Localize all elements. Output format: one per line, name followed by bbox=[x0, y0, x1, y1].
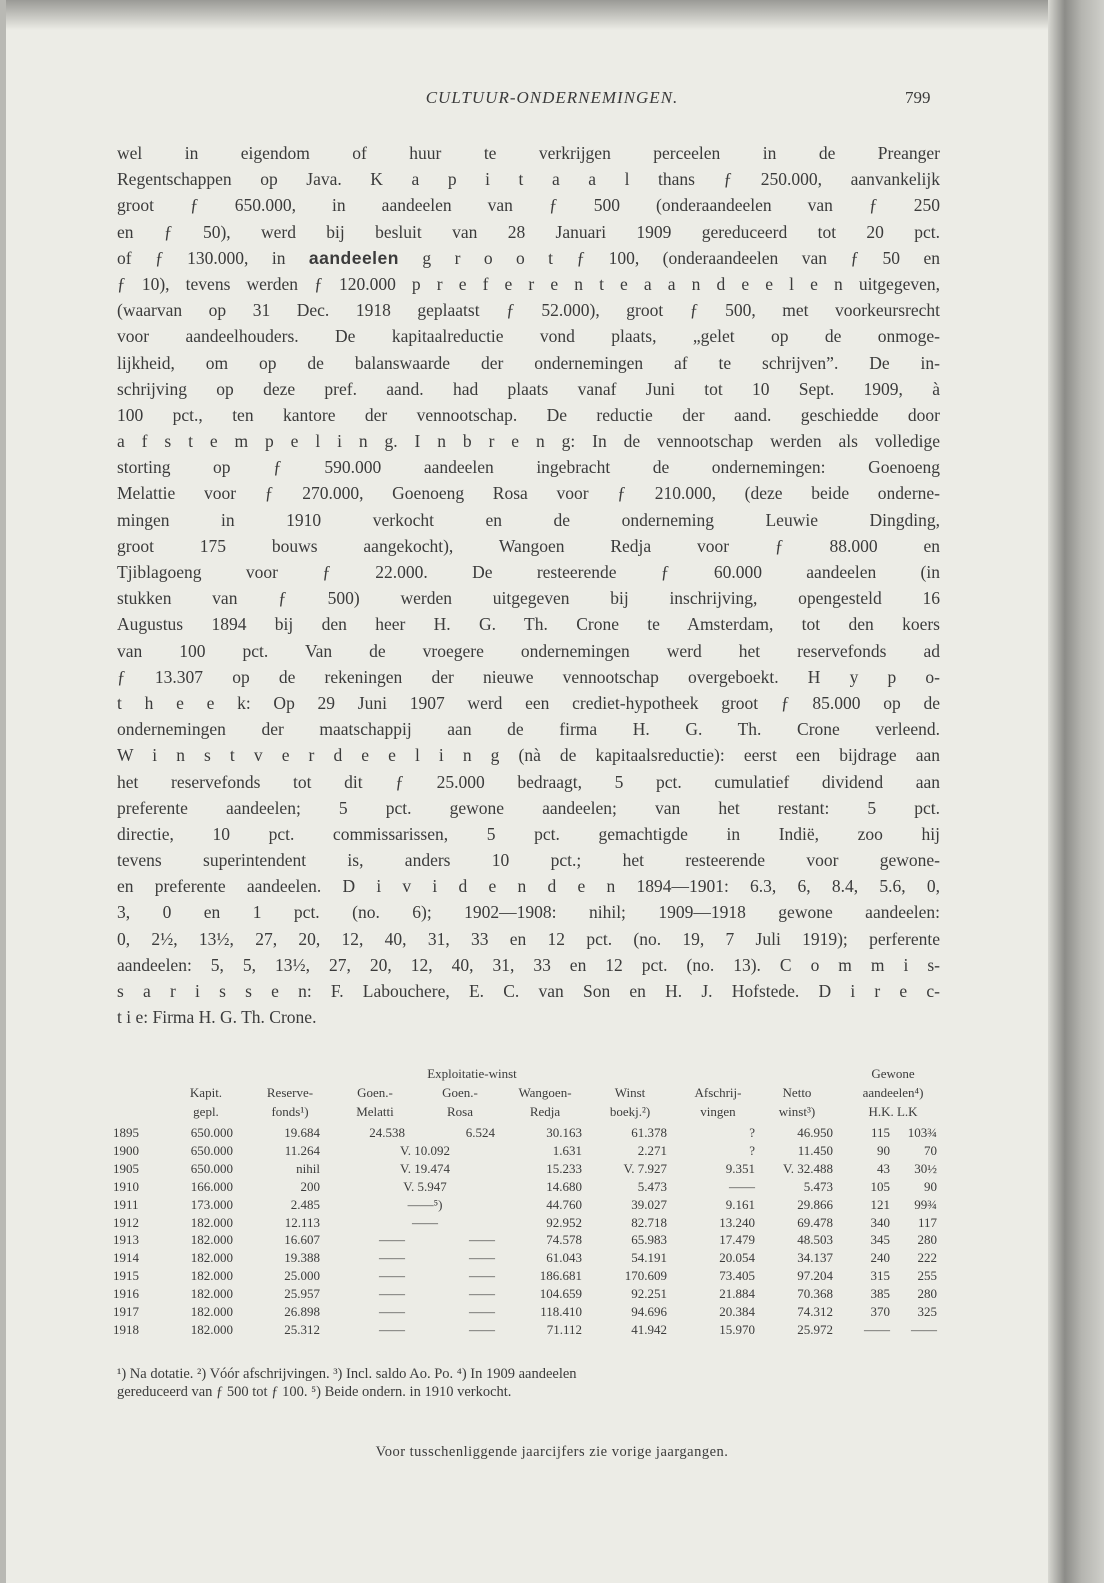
scan-edge-top bbox=[0, 0, 1104, 30]
table-header-gewone: Gewone bbox=[871, 1066, 915, 1081]
body-text bbox=[117, 140, 940, 1030]
table-header: Winst bbox=[614, 1085, 646, 1100]
text-line: storting op ƒ 590.000 aandeelen ingebracht de ondernemingen: Goenoeng bbox=[117, 457, 940, 478]
table-cell-kapit: 182.000 bbox=[190, 1250, 233, 1266]
table-cell-winst: 41.942 bbox=[631, 1321, 667, 1337]
text-line: 3, 0 en 1 pct. (no. 6); 1902—1908: nihil; 1909—1918 gewone aandeelen: bbox=[117, 902, 940, 923]
table-cell-afschr: 15.970 bbox=[719, 1321, 755, 1337]
table-cell-year: 1915 bbox=[113, 1268, 139, 1284]
table-cell-afschr: 17.479 bbox=[719, 1232, 755, 1248]
text-line: lijkheid, om op de balanswaarde der ondernemingen af te schrijven”. De in- bbox=[117, 352, 940, 373]
table-cell-afschr: 20.384 bbox=[719, 1304, 755, 1319]
table-cell-redja: 1.631 bbox=[552, 1142, 582, 1158]
table-cell-redja: 71.112 bbox=[546, 1321, 582, 1337]
table-cell-kapit: 182.000 bbox=[190, 1214, 233, 1230]
table-cell-merged-goenoeng: —— bbox=[412, 1214, 438, 1230]
page-number: 799 bbox=[905, 88, 931, 107]
table-cell-year: 1895 bbox=[113, 1125, 139, 1140]
table-cell-netto: 11.450 bbox=[797, 1142, 833, 1158]
table-cell-netto: 74.312 bbox=[797, 1304, 833, 1319]
table-header: Wangoen- bbox=[518, 1085, 572, 1100]
text-line: preferente aandeelen; 5 pct. gewone aandeelen; van het restant: 5 pct. bbox=[117, 797, 940, 818]
text-line: Melattie voor ƒ 270.000, Goenoeng Rosa voor ƒ 210.000, (deze beide onderne- bbox=[117, 483, 940, 504]
table-cell-netto: 48.503 bbox=[797, 1232, 833, 1248]
table-cell-year: 1911 bbox=[113, 1196, 139, 1212]
table-cell-hk: 121 bbox=[870, 1196, 890, 1212]
table-group-header: Exploitatie-winst bbox=[427, 1066, 517, 1081]
table-cell-kapit: 182.000 bbox=[190, 1232, 233, 1248]
table-cell-winst: 92.251 bbox=[631, 1286, 667, 1302]
table-cell-lk: 325 bbox=[917, 1304, 937, 1319]
text-line: van 100 pct. Van de vroegere ondernemingen werd het reservefonds ad bbox=[117, 640, 940, 661]
table-cell-reserve: 19.388 bbox=[284, 1250, 320, 1266]
table-header: Netto bbox=[782, 1085, 812, 1100]
table-header: Goen.- bbox=[357, 1085, 393, 1100]
footnote-line-2: gereduceerd van ƒ 500 tot ƒ 100. ⁵) Beide ondern. in 1910 verkocht. bbox=[117, 1384, 512, 1400]
table-cell-rosa: —— bbox=[469, 1286, 495, 1302]
table-cell-year: 1913 bbox=[113, 1232, 139, 1248]
table-cell-hk: 240 bbox=[870, 1250, 890, 1266]
text-line: het reservefonds tot dit ƒ 25.000 bedraagt, 5 pct. cumulatief dividend aan bbox=[117, 771, 940, 792]
text-line: wel in eigendom of huur te verkrijgen perceelen in de Preanger bbox=[117, 143, 940, 163]
table-cell-year: 1912 bbox=[113, 1214, 139, 1230]
table-cell-redja: 44.760 bbox=[546, 1196, 582, 1212]
table-cell-netto: V. 32.488 bbox=[783, 1160, 833, 1176]
text-line: ƒ 13.307 op de rekeningen der nieuwe vennootschap overgeboekt. H y p o- bbox=[117, 666, 940, 687]
table-header: fonds¹) bbox=[271, 1104, 309, 1119]
text-line: a f s t e m p e l i n g. I n b r e n g: In de vennootschap werden als volledige bbox=[117, 431, 940, 452]
table-cell-year: 1917 bbox=[113, 1304, 139, 1319]
text-line: 0, 2½, 13½, 27, 20, 12, 40, 31, 33 en 12 pct. (no. 19, 7 Juli 1919); perferente bbox=[117, 928, 940, 949]
table-cell-hk: 43 bbox=[877, 1160, 890, 1176]
closing-note: Voor tusschenliggende jaarcijfers zie vorige jaargangen. bbox=[375, 1444, 729, 1460]
table-cell-lk: 280 bbox=[917, 1286, 937, 1302]
text-line: schrijving op deze pref. aand. had plaats vanaf Juni tot 10 Sept. 1909, à bbox=[117, 378, 940, 399]
table-cell-redja: 74.578 bbox=[546, 1232, 582, 1248]
table-cell-afschr: 73.405 bbox=[719, 1268, 755, 1284]
table-cell-winst: 170.609 bbox=[624, 1268, 667, 1284]
table-cell-winst: 5.473 bbox=[637, 1178, 667, 1194]
text-line: en preferente aandeelen. D i v i d e n d e n 1894—1901: 6.3, 6, 8.4, 5.6, 0, bbox=[117, 876, 940, 897]
table-cell-reserve: nihil bbox=[296, 1160, 320, 1176]
table-header: Melatti bbox=[356, 1104, 394, 1119]
table-cell-hk: 90 bbox=[877, 1142, 890, 1158]
table-header: Afschrij- bbox=[694, 1085, 742, 1100]
table-cell-hk: 340 bbox=[870, 1214, 890, 1230]
table-cell-hk: 370 bbox=[870, 1304, 890, 1319]
table-cell-redja: 61.043 bbox=[546, 1250, 582, 1266]
table-cell-afschr: 9.351 bbox=[725, 1160, 755, 1176]
table-cell-rosa: —— bbox=[469, 1250, 495, 1266]
table-cell-year: 1914 bbox=[113, 1250, 139, 1266]
text-line: ƒ 10), tevens werden ƒ 120.000 p r e f e r e n t e a a n d e e l e n uitgegeven, bbox=[117, 273, 940, 294]
table-cell-reserve: 12.113 bbox=[284, 1214, 320, 1230]
table-cell-netto: 34.137 bbox=[797, 1250, 833, 1266]
table-cell-afschr: —— bbox=[729, 1178, 755, 1194]
table-cell-reserve: 26.898 bbox=[284, 1304, 320, 1319]
text-line: Augustus 1894 bij den heer H. G. Th. Crone te Amsterdam, tot den koers bbox=[117, 614, 940, 635]
table-header: boekj.²) bbox=[609, 1104, 651, 1119]
table-cell-reserve: 19.684 bbox=[284, 1125, 320, 1140]
table-header: aandeelen⁴) bbox=[862, 1085, 924, 1100]
text-line: s a r i s s e n: F. Labouchere, E. C. van Son en H. J. Hofstede. D i r e c- bbox=[117, 981, 940, 1001]
text-line: voor aandeelhouders. De kapitaalreductie vond plaats, „gelet op de onmoge- bbox=[117, 326, 940, 347]
table-cell-afschr: ? bbox=[749, 1142, 755, 1158]
text-line: 100 pct., ten kantore der vennootschap. De reductie der aand. geschiedde door bbox=[117, 404, 940, 425]
table-cell-winst: V. 7.927 bbox=[623, 1160, 667, 1176]
table-cell-redja: 30.163 bbox=[546, 1125, 582, 1140]
table-cell-melatti: —— bbox=[379, 1304, 405, 1319]
text-line: Regentschappen op Java. K a p i t a a l thans ƒ 250.000, aanvankelijk bbox=[117, 169, 940, 190]
table-cell-winst: 39.027 bbox=[631, 1196, 667, 1212]
table-cell-winst: 65.983 bbox=[631, 1232, 667, 1248]
table-header: Kapit. bbox=[189, 1085, 223, 1100]
table-cell-lk: 255 bbox=[917, 1268, 937, 1284]
table-cell-afschr: 20.054 bbox=[719, 1250, 755, 1266]
table-cell-netto: 25.972 bbox=[797, 1321, 833, 1337]
footnote-line-1: ¹) Na dotatie. ²) Vóór afschrijvingen. ³) Incl. saldo Ao. Po. ⁴) In 1909 aandeelen bbox=[117, 1366, 577, 1382]
table-cell-melatti: —— bbox=[379, 1286, 405, 1302]
table-cell-melatti: —— bbox=[379, 1268, 405, 1284]
table-cell-year: 1916 bbox=[113, 1286, 139, 1302]
scan-edge-left bbox=[0, 0, 6, 1583]
table-cell-netto: 69.478 bbox=[797, 1214, 833, 1230]
table-cell-winst: 54.191 bbox=[631, 1250, 667, 1266]
table-cell-redja: 14.680 bbox=[546, 1178, 582, 1194]
text-segment: of ƒ 130.000, in bbox=[117, 247, 309, 268]
table-cell-reserve: 25.312 bbox=[284, 1321, 320, 1337]
table-cell-reserve: 25.957 bbox=[284, 1286, 320, 1302]
table-cell-rosa: —— bbox=[469, 1232, 495, 1248]
text-line: en ƒ 50), werd bij besluit van 28 Januari 1909 gereduceerd tot 20 pct. bbox=[117, 221, 940, 242]
table-cell-winst: 61.378 bbox=[631, 1125, 667, 1140]
table-cell-year: 1918 bbox=[113, 1321, 139, 1337]
table-cell-winst: 2.271 bbox=[637, 1142, 667, 1158]
table-cell-redja: 92.952 bbox=[546, 1214, 582, 1230]
table-cell-hk: 345 bbox=[870, 1232, 890, 1248]
table-cell-merged-goenoeng: V. 5.947 bbox=[403, 1178, 447, 1194]
table-cell-netto: 5.473 bbox=[803, 1178, 833, 1194]
text-segment: g r o o t ƒ 100, (onderaandeelen van ƒ 50 en bbox=[398, 247, 940, 268]
table-cell-lk: 99¾ bbox=[914, 1196, 937, 1212]
table-cell-melatti: —— bbox=[379, 1232, 405, 1248]
table-cell-melatti: 24.538 bbox=[369, 1125, 405, 1140]
table-cell-lk: 30½ bbox=[914, 1160, 937, 1176]
table-cell-netto: 70.368 bbox=[797, 1286, 833, 1302]
table-cell-winst: 82.718 bbox=[631, 1214, 667, 1230]
table-cell-kapit: 650.000 bbox=[190, 1160, 233, 1176]
table-cell-afschr: 9.161 bbox=[725, 1196, 755, 1212]
text-line: directie, 10 pct. commissarissen, 5 pct. gemachtigde in Indië, zoo hij bbox=[117, 823, 940, 844]
table-cell-hk: 385 bbox=[870, 1286, 890, 1302]
table-cell-netto: 46.950 bbox=[797, 1125, 833, 1140]
text-line: t i e: Firma H. G. Th. Crone. bbox=[117, 1007, 317, 1028]
table-cell-kapit: 182.000 bbox=[190, 1286, 233, 1302]
table-cell-hk: 105 bbox=[870, 1178, 890, 1194]
table-cell-kapit: 182.000 bbox=[190, 1304, 233, 1319]
table-cell-merged-goenoeng: V. 19.474 bbox=[400, 1160, 450, 1176]
table-cell-afschr: ? bbox=[749, 1125, 755, 1140]
text-line: stukken van ƒ 500) werden uitgegeven bij inschrijving, opengesteld 16 bbox=[117, 588, 940, 609]
table-cell-redja: 186.681 bbox=[539, 1268, 582, 1284]
table-cell-reserve: 2.485 bbox=[290, 1196, 320, 1212]
table-header: winst³) bbox=[778, 1104, 816, 1119]
table-cell-kapit: 182.000 bbox=[190, 1268, 233, 1284]
text-line: ondernemingen der maatschappij aan de firma H. G. Th. Crone verleend. bbox=[117, 719, 940, 740]
emphasis-text: aandeelen bbox=[308, 247, 399, 268]
table-cell-redja: 118.410 bbox=[540, 1304, 582, 1319]
table-header: Reserve- bbox=[266, 1085, 314, 1100]
table-cell-year: 1905 bbox=[113, 1160, 139, 1176]
table-cell-merged-goenoeng: ——⁵) bbox=[407, 1196, 443, 1212]
running-title: CULTUUR-ONDERNEMINGEN. bbox=[425, 88, 679, 107]
table-cell-kapit: 173.000 bbox=[190, 1196, 233, 1212]
table-header: Goen.- bbox=[442, 1085, 478, 1100]
table-cell-rosa: —— bbox=[469, 1304, 495, 1319]
table-cell-rosa: —— bbox=[469, 1268, 495, 1284]
book-spine-edge bbox=[1048, 0, 1104, 1583]
table-cell-afschr: 21.884 bbox=[719, 1286, 755, 1302]
table-cell-lk: 280 bbox=[917, 1232, 937, 1248]
table-cell-redja: 104.659 bbox=[539, 1286, 582, 1302]
table-cell-netto: 97.204 bbox=[797, 1268, 833, 1284]
table-cell-hk: 115 bbox=[870, 1125, 890, 1140]
table-cell-lk: 70 bbox=[924, 1142, 937, 1158]
text-line: mingen in 1910 verkocht en de onderneming Leuwie Dingding, bbox=[117, 509, 940, 530]
table-cell-winst: 94.696 bbox=[631, 1304, 667, 1319]
table-cell-hk: 315 bbox=[870, 1268, 890, 1284]
table-cell-lk: 90 bbox=[924, 1178, 937, 1194]
table-cell-reserve: 25.000 bbox=[284, 1268, 320, 1284]
table-cell-netto: 29.866 bbox=[797, 1196, 833, 1212]
table-header: H.K. L.K bbox=[868, 1104, 918, 1119]
table-cell-reserve: 11.264 bbox=[284, 1142, 320, 1158]
table-cell-afschr: 13.240 bbox=[719, 1214, 755, 1230]
table-cell-lk: —— bbox=[911, 1321, 937, 1337]
table-cell-reserve: 200 bbox=[300, 1178, 320, 1194]
table-cell-kapit: 650.000 bbox=[190, 1142, 233, 1158]
table-cell-melatti: —— bbox=[379, 1250, 405, 1266]
text-line: (waarvan op 31 Dec. 1918 geplaatst ƒ 52.000), groot ƒ 500, met voorkeursrecht bbox=[117, 300, 940, 321]
table-cell-kapit: 166.000 bbox=[190, 1178, 233, 1194]
table-cell-reserve: 16.607 bbox=[284, 1232, 320, 1248]
table-cell-redja: 15.233 bbox=[546, 1160, 582, 1176]
table-cell-year: 1900 bbox=[113, 1142, 139, 1158]
table-cell-hk: —— bbox=[864, 1321, 890, 1337]
table-cell-rosa: 6.524 bbox=[465, 1125, 495, 1140]
text-line bbox=[117, 245, 940, 271]
table-cell-merged-goenoeng: V. 10.092 bbox=[400, 1142, 450, 1158]
text-line: W i n s t v e r d e e l i n g (nà de kapitaalsreductie): eerst een bijdrage aan bbox=[117, 745, 940, 766]
table-cell-melatti: —— bbox=[379, 1321, 405, 1337]
table-cell-year: 1910 bbox=[113, 1178, 139, 1194]
text-line: t h e e k: Op 29 Juni 1907 werd een crediet-hypotheek groot ƒ 85.000 op de bbox=[117, 692, 940, 713]
table-header: vingen bbox=[700, 1104, 736, 1119]
text-line: groot 175 bouws aangekocht), Wangoen Redja voor ƒ 88.000 en bbox=[117, 535, 940, 556]
text-line: aandeelen: 5, 5, 13½, 27, 20, 12, 40, 31, 33 en 12 pct. (no. 13). C o m m i s- bbox=[117, 954, 940, 975]
table-header: Rosa bbox=[447, 1104, 473, 1119]
text-line: Tjiblagoeng voor ƒ 22.000. De resteerende ƒ 60.000 aandeelen (in bbox=[117, 562, 940, 582]
table-cell-lk: 222 bbox=[917, 1250, 937, 1266]
table-header: gepl. bbox=[193, 1104, 219, 1119]
text-line: groot ƒ 650.000, in aandeelen van ƒ 500 (onderaandeelen van ƒ 250 bbox=[117, 195, 940, 216]
table-cell-lk: 103¾ bbox=[907, 1125, 937, 1140]
table-cell-kapit: 650.000 bbox=[190, 1125, 233, 1140]
table-cell-kapit: 182.000 bbox=[190, 1321, 233, 1337]
table-header: Redja bbox=[529, 1104, 561, 1119]
table-cell-lk: 117 bbox=[917, 1214, 937, 1230]
table-cell-rosa: —— bbox=[469, 1321, 495, 1337]
text-line: tevens superintendent is, anders 10 pct.; het resteerende voor gewone- bbox=[117, 850, 940, 871]
